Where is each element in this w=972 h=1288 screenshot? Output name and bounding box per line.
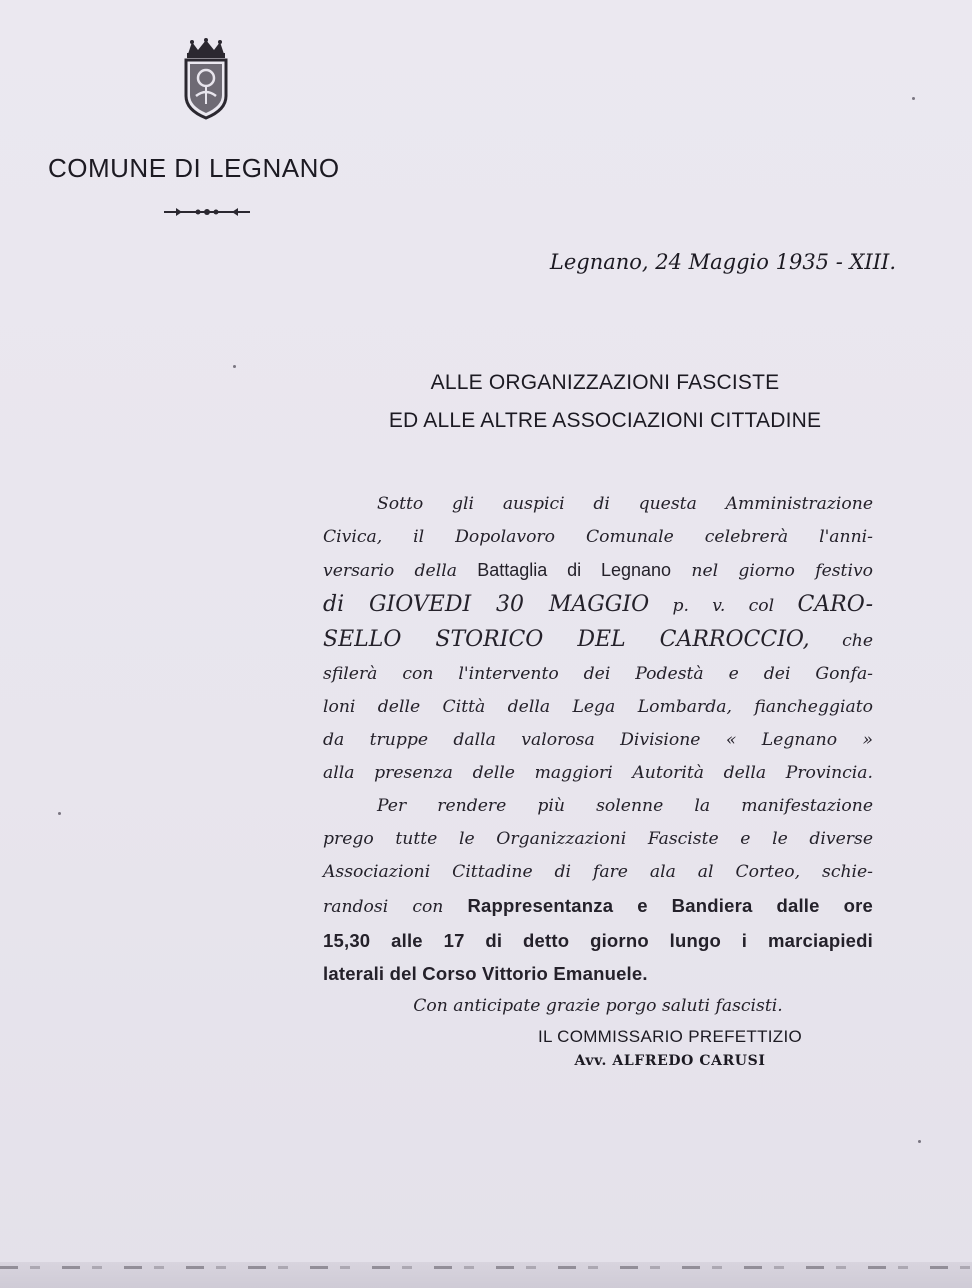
- body-line: prego tutte le Organizzazioni Fasciste e le diverse: [323, 829, 873, 849]
- paper-speck: [912, 97, 915, 100]
- municipal-crest-icon: [180, 38, 232, 120]
- letter-body: [323, 488, 873, 1023]
- signature-block: [500, 1027, 840, 1069]
- body-line: randosi con Rappresentanza e Bandiera dalle ore: [323, 895, 873, 917]
- body-line: loni delle Città della Lega Lombarda, fiancheggiato: [323, 697, 873, 717]
- body-line: 15,30 alle 17 di detto giorno lungo i marciapiedi: [323, 930, 873, 951]
- body-line: Per rendere più solenne la manifestazione: [377, 796, 873, 816]
- body-line: SELLO STORICO DEL CARROCCIO, che: [323, 627, 874, 652]
- signatory-title: IL COMMISSARIO PREFETTIZIO: [537, 1027, 803, 1046]
- paper-speck: [918, 1140, 921, 1143]
- page-bottom-edge: [0, 1262, 972, 1288]
- divider-ornament: [162, 205, 252, 219]
- heading-line-1: ALLE ORGANIZZAZIONI FASCISTE: [430, 371, 780, 394]
- event-date: di GIOVEDI 30 MAGGIO: [323, 592, 650, 617]
- signatory-name: Avv. ALFREDO CARUSI: [574, 1053, 766, 1069]
- battle-name: Battaglia di Legnano: [477, 560, 672, 580]
- body-line: versario della Battaglia di Legnano nel giorno festivo: [323, 560, 874, 581]
- heading-line-2: ED ALLE ALTRE ASSOCIAZIONI CITTADINE: [388, 409, 822, 432]
- body-line: di GIOVEDI 30 MAGGIO p. v. col CARO-: [323, 592, 874, 617]
- event-name: SELLO STORICO DEL CARROCCIO,: [323, 627, 810, 652]
- body-line: da truppe dalla valorosa Divisione « Legnano »: [323, 730, 873, 750]
- addressee-heading: [300, 364, 910, 440]
- body-line: laterali del Corso Vittorio Emanuele.: [323, 963, 648, 984]
- body-line: sfilerà con l'intervento dei Podestà e dei Gonfa-: [323, 664, 873, 684]
- body-line: Civica, il Dopolavoro Comunale celebrerà l'anni-: [323, 527, 873, 547]
- body-line: Associazioni Cittadine di fare ala al Corteo, schie-: [323, 862, 873, 882]
- paper-speck: [58, 812, 61, 815]
- body-line: Sotto gli auspici di questa Amministrazione: [377, 494, 873, 514]
- place-and-date: Legnano, 24 Maggio 1935 - XIII.: [549, 250, 896, 274]
- body-line: alla presenza delle maggiori Autorità della Provincia.: [323, 763, 873, 783]
- municipality-name: COMUNE DI LEGNANO: [48, 153, 340, 183]
- closing-greeting: Con anticipate grazie porgo saluti fascisti.: [413, 996, 783, 1016]
- paper-speck: [233, 365, 236, 368]
- instruction-text: Rappresentanza e Bandiera dalle ore: [467, 895, 873, 916]
